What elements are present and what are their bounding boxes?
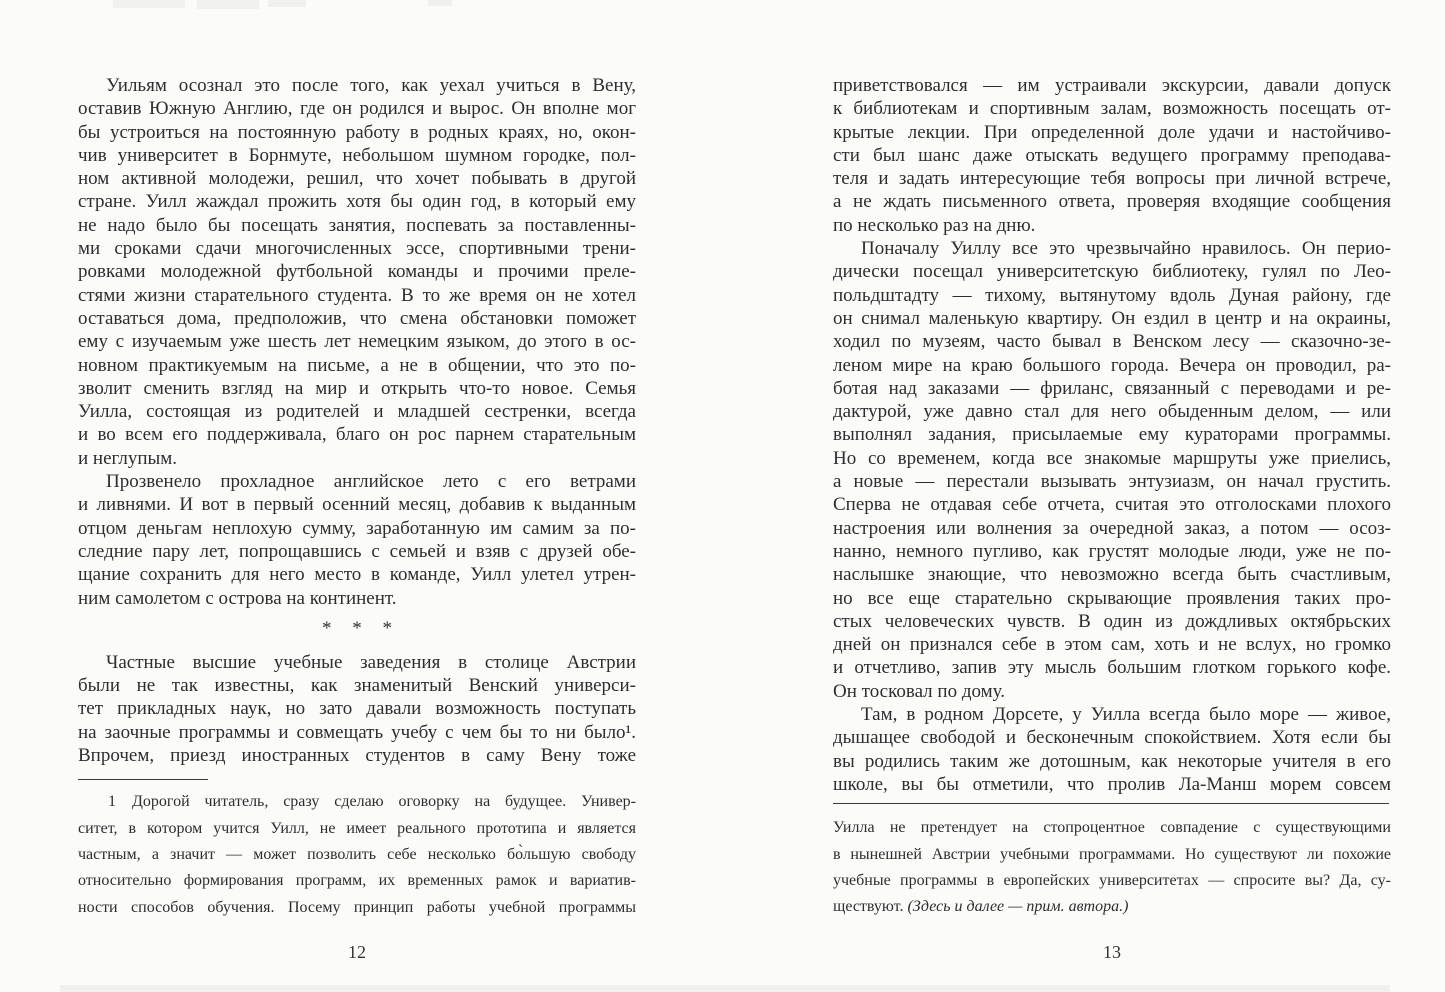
text-line: Уилла, состоящая из родителей и младшей сестренки, всегда (78, 401, 636, 423)
text-line: Прозвенело прохладное английское лето с его ветрами (106, 471, 636, 493)
text-line: оставив Южную Англию, где он родился и вырос. Он вполне мог (78, 98, 636, 120)
right-page-text (833, 74, 1391, 796)
text-line: ном активной молодежи, решил, что хочет побывать в другой (78, 168, 636, 190)
right-page-footnote (833, 815, 1391, 920)
text-line: ситет, в котором учится Уилл, не имеет реального прототипа и является (78, 819, 636, 837)
text-line: приветствовался — им устраивали экскурсии, давали допуск (833, 75, 1391, 96)
text-line: польдштадту — тихому, вытянутому вдоль Дуная району, где (833, 284, 1391, 306)
text-line: Он тосковал по дому. (833, 680, 1006, 702)
text-line: Уилла не претендует на стопроцентное совпадение с существующими (833, 819, 1391, 837)
text-line: леном мире на краю большого города. Вечера он проводил, ра- (833, 354, 1391, 376)
page-number-right: 13 (1103, 942, 1121, 962)
text-line: Частные высшие учебные заведения в столице Австрии (106, 651, 636, 673)
text-line: крытые лекции. При определенной доле удачи и настойчиво- (833, 121, 1391, 143)
text-line: ботая над заказами — фриланс, связанный с переводами и ре- (833, 377, 1391, 399)
text-line: Но со временем, когда все знакомые маршруты уже приелись, (833, 447, 1391, 469)
text-line: но все еще старательно скрывающие проявления таких про- (833, 587, 1391, 609)
right-page (833, 74, 1391, 920)
text-line: ми сроками сдачи многочисленных эссе, спортивными трени- (78, 238, 636, 260)
text-line: оставаться дома, предположив, что смена обстановки поможет (78, 307, 636, 329)
scan-artifact (428, 0, 452, 6)
left-page (78, 74, 636, 921)
text-line: дически посещал университетскую библиотеку, гулял по Лео- (833, 261, 1391, 283)
text-line: и отчетливо, запив эту мысль большим глотком горького кофе. (833, 657, 1391, 679)
text-line: теля и задать интересующие тебя вопросы при личной встрече, (833, 168, 1391, 190)
text-line: отцом деньгам неплохую сумму, заработанную им самим за по- (78, 517, 636, 539)
text-line: ности способов обучения. Посему принцип работы учебной программы (78, 898, 636, 916)
text-line: он снимал маленькую квартиру. Он ездил в центр и на окраины, (833, 307, 1391, 329)
text-line: дышащее свободой и бесконечным спокойствием. Хотя если бы (833, 727, 1391, 749)
text-line: стых человеческих чувств. В один из дождливых октябрьских (833, 610, 1391, 632)
text-line: ним самолетом с острова на континент. (78, 587, 397, 609)
text-line: ровками молодежной футбольной команды и прочими преле- (78, 261, 636, 283)
left-page-text-lower (78, 651, 636, 767)
text-line: были не так известны, как знаменитый Венский универси- (78, 675, 636, 697)
left-page-text-upper (78, 74, 636, 610)
text-line: по несколько раз на дню. (833, 214, 1036, 236)
text-line: дней он признался себе в этом сам, хоть и не вслух, но громко (833, 634, 1391, 656)
text-line: новном практикуемым на письме, а не в общении, что это по- (78, 354, 636, 376)
text-line: бы устроиться на постоянную работу в родных краях, но, окон- (78, 121, 636, 143)
text-line: нанно, немного пугливо, как грустят молодые люди, уже не по- (833, 540, 1391, 562)
text-line: а новые — перестали вызывать энтузиазм, он начал грустить. (833, 471, 1391, 493)
text-line: ществуют. (Здесь и далее — прим. автора.) (833, 898, 1129, 916)
text-line: и ливнями. И вот в первый осенний месяц, добавив к выданным (78, 494, 636, 516)
scan-artifact (268, 0, 306, 7)
text-line: Впрочем, приезд иностранных студентов в саму Вену тоже (78, 745, 636, 767)
text-line: вы родились таким же дотошным, как некоторые учителя в его (833, 750, 1391, 772)
text-line: щание сохранить для него место в команде, Уилл улетел утрен- (78, 564, 636, 586)
text-line: а не ждать письменного ответа, проверяя входящие сообщения (833, 191, 1391, 213)
text-line: Там, в родном Дорсете, у Уилла всегда было море — живое, (861, 704, 1391, 726)
text-line: зволит сменить взгляд на мир и открыть что-то новое. Семья (78, 377, 636, 399)
section-separator: * * * (322, 617, 392, 639)
text-line: не надо было бы посещать занятия, поспевать за поставленны- (78, 214, 636, 236)
left-page-footnote (78, 789, 636, 920)
page-number-left: 12 (348, 942, 366, 962)
text-line: наслышке знающие, что невозможно всегда быть счастливым, (833, 564, 1391, 586)
text-line: в нынешней Австрии учебными программами. Но существуют ли похожие (833, 845, 1391, 863)
text-line: ему с изучаемым уже шесть лет немецким языком, до этого в ос- (78, 331, 636, 353)
text-line: школе, вы бы отметили, что пролив Ла-Манш морем совсем (833, 773, 1391, 795)
scan-artifact (197, 0, 259, 9)
text-line: следние пару лет, попрощавшись с семьей и взяв с друзей обе- (78, 540, 636, 562)
text-line: ходил по музеям, часто бывал в Венском лесу — сказочно-зе- (833, 331, 1391, 353)
text-line: к библиотекам и спортивным залам, возможность посещать от- (833, 98, 1391, 120)
text-line: выполнял задания, присылаемые ему кураторами программы. (833, 424, 1391, 446)
text-line: учебные программы в европейских университетах — спросите вы? Да, су- (833, 871, 1391, 889)
text-line: стране. Уилл жаждал прожить хотя бы один год, в который ему (78, 191, 636, 213)
text-line: Сперва не отдавая себе отчета, считая это отголосками плохого (833, 494, 1391, 516)
text-line: тет прикладных наук, но зато давали возможность поступать (78, 698, 636, 720)
scan-artifact (113, 0, 185, 8)
text-line: дактурой, уже давно стал для него обыденным делом, — или (833, 401, 1391, 423)
text-line: сти был шанс даже отыскать ведущего программу преподава- (833, 144, 1391, 166)
footnote-rule-left (78, 779, 208, 780)
scan-artifact (60, 985, 1390, 992)
text-line: частным, а значит — может позволить себе несколько бо̀льшую свободу (78, 845, 636, 863)
text-line: Поначалу Уиллу все это чрезвычайно нравилось. Он перио- (861, 238, 1391, 260)
text-line: 1 Дорогой читатель, сразу сделаю оговорку на будущее. Универ- (108, 793, 636, 811)
text-line: стями жизни старательного студента. В то же время он не хотел (78, 284, 636, 306)
footnote-italic-note: (Здесь и далее — прим. автора.) (907, 898, 1129, 916)
text-line: и неглупым. (78, 447, 178, 469)
text-line: чив университет в Борнмуте, небольшом шумном городке, пол- (78, 144, 636, 166)
footnote-rule-right (833, 803, 1389, 804)
text-line: настроения или волнения за очередной заказ, а потом — осоз- (833, 517, 1391, 539)
text-line: относительно формирования программ, их временных рамок и вариатив- (78, 872, 636, 890)
text-line: и во всем его поддерживала, благо он рос парнем старательным (78, 424, 636, 446)
text-line: на заочные программы и совмещать учебу с чем бы то ни было¹. (78, 721, 636, 743)
text-line: Уильям осознал это после того, как уехал учиться в Вену, (106, 75, 636, 96)
